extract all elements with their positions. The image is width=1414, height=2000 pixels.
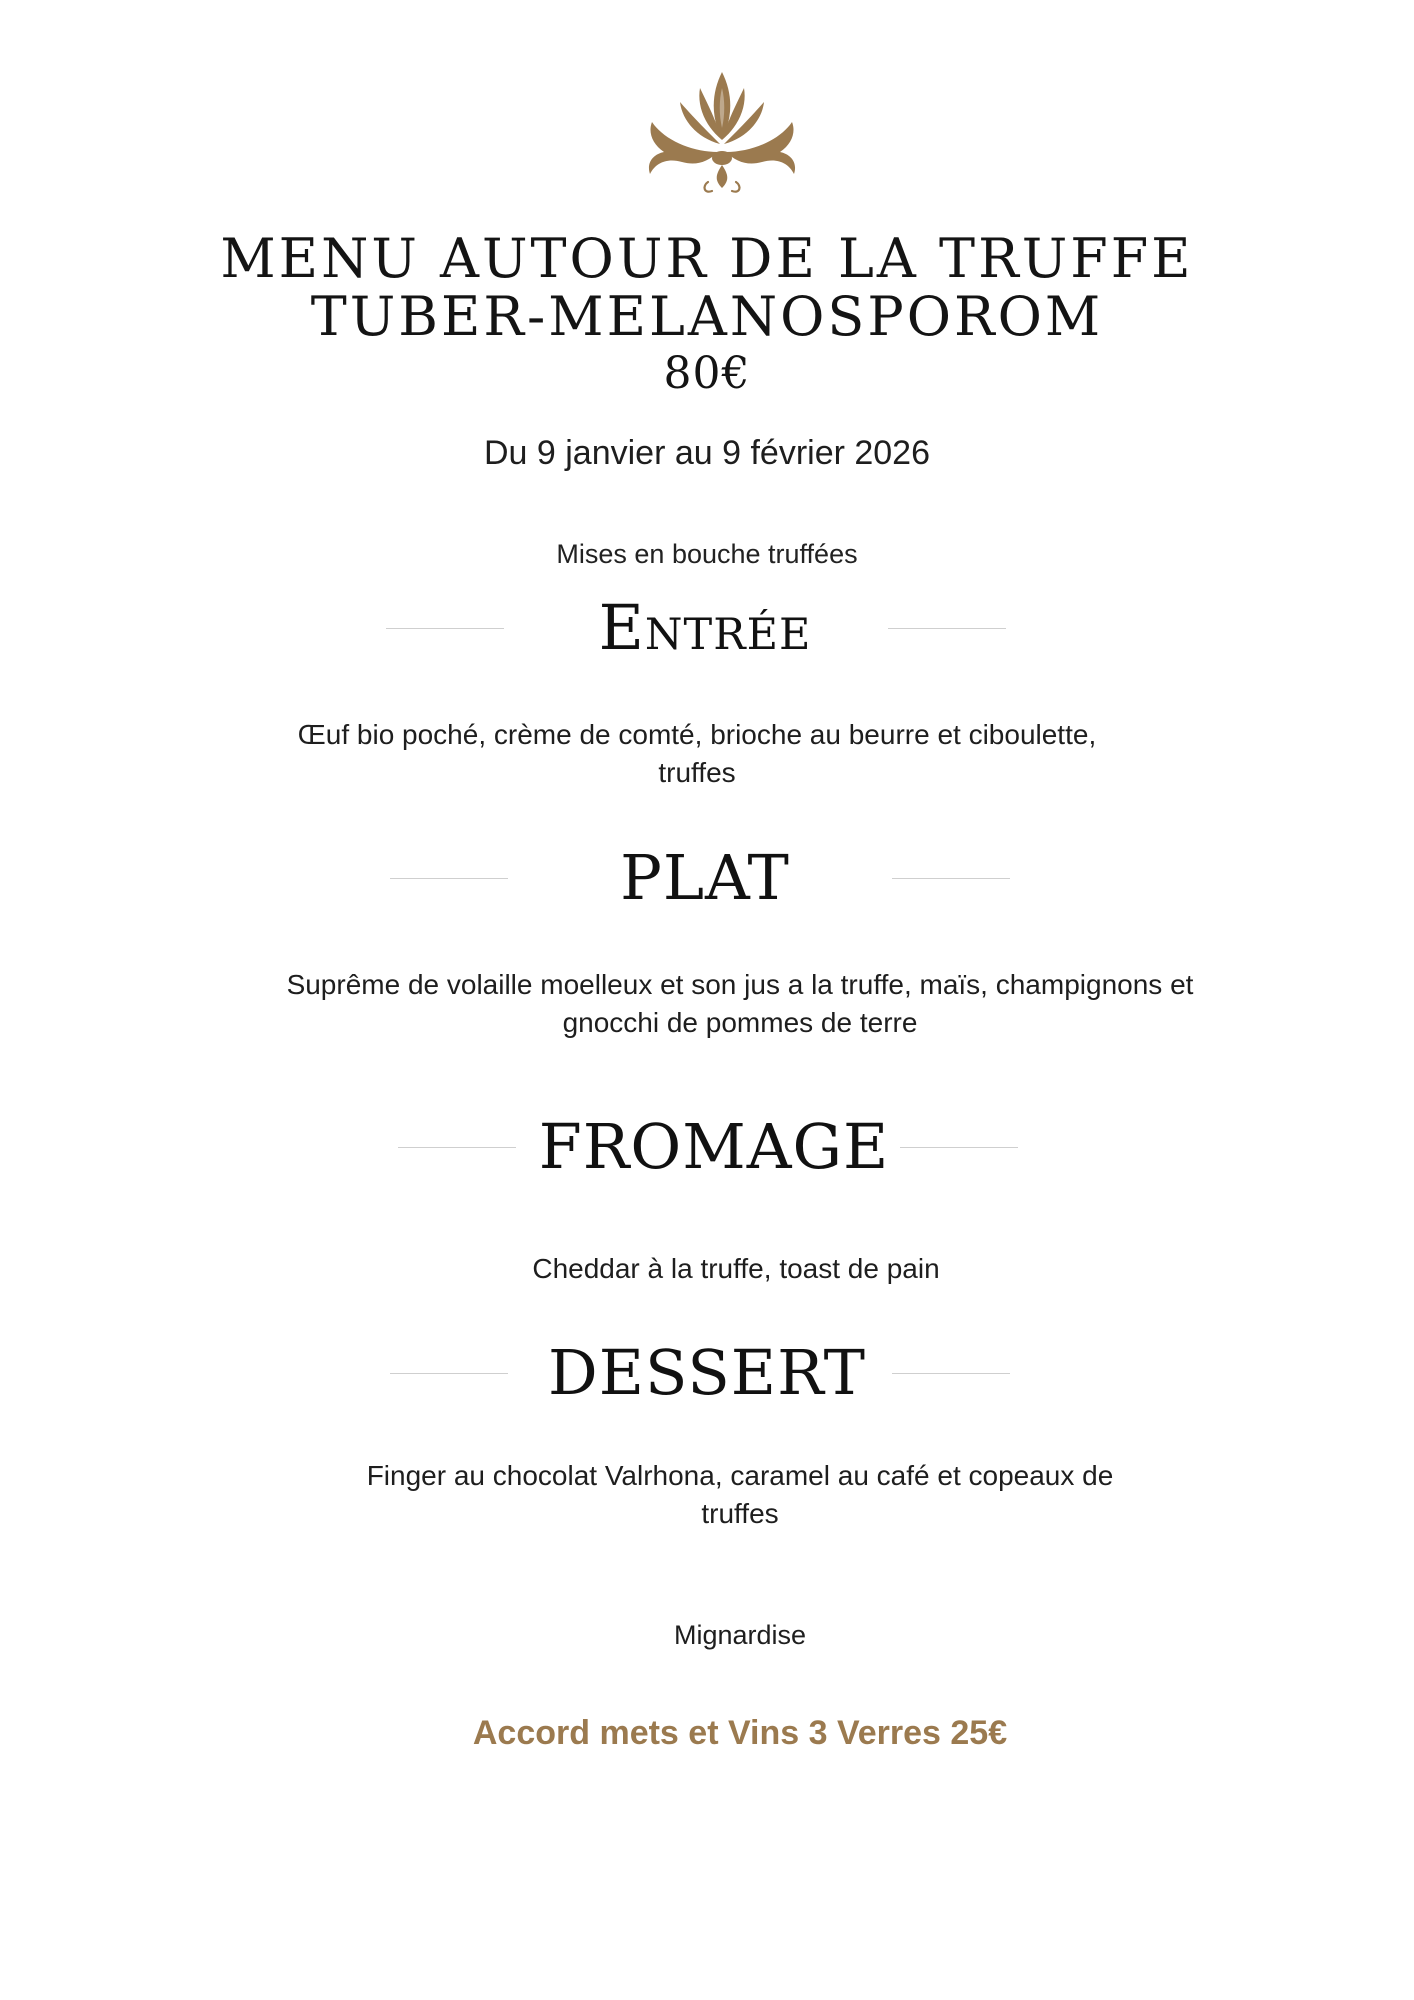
dish-entree [0,716,1404,792]
dish-plat-line1: Suprême de volaille moelleux et son jus a la truffe, maïs, champignons et [286,969,1194,1000]
dish-dessert-line1: Finger au chocolat Valrhona, caramel au café et copeaux de [366,1460,1114,1491]
section-entree [0,588,1414,668]
section-plat [0,838,1414,918]
divider-right [888,628,1006,629]
dish-fromage [29,1250,1414,1288]
divider-right [892,878,1010,879]
section-heading-fromage: FROMAGE [538,1110,890,1183]
dish-dessert [33,1457,1414,1533]
wine-pairing: Accord mets et Vins 3 Verres 25€ [472,1714,1008,1752]
menu-title-line1: MENU AUTOUR DE LA TRUFFE [220,227,1194,290]
divider-right [892,1373,1010,1374]
dish-plat-line2: gnocchi de pommes de terre [562,1007,918,1038]
mignardise: Mignardise [673,1620,807,1650]
section-heading-plat: PLAT [620,841,790,914]
gold-lotus-ornament-icon [642,70,802,195]
menu-dates: Du 9 janvier au 9 février 2026 [483,434,931,472]
menu-title-line2: TUBER-MELANOSPOROM [310,285,1104,348]
dish-dessert-line2: truffes [701,1498,779,1529]
dish-fromage-line1: Cheddar à la truffe, toast de pain [532,1253,940,1284]
dish-entree-line2: truffes [658,757,736,788]
menu-price: 80€ [663,348,751,399]
divider-right [900,1147,1018,1148]
section-heading-entree: Entrée [598,591,812,664]
section-dessert [0,1333,1414,1413]
dish-plat [33,966,1414,1042]
dish-entree-line1: Œuf bio poché, crème de comté, brioche au beurre et ciboulette, [297,719,1097,750]
amuse-bouche: Mises en bouche truffées [556,539,858,569]
section-fromage [0,1107,1414,1187]
section-heading-dessert: DESSERT [547,1336,867,1409]
